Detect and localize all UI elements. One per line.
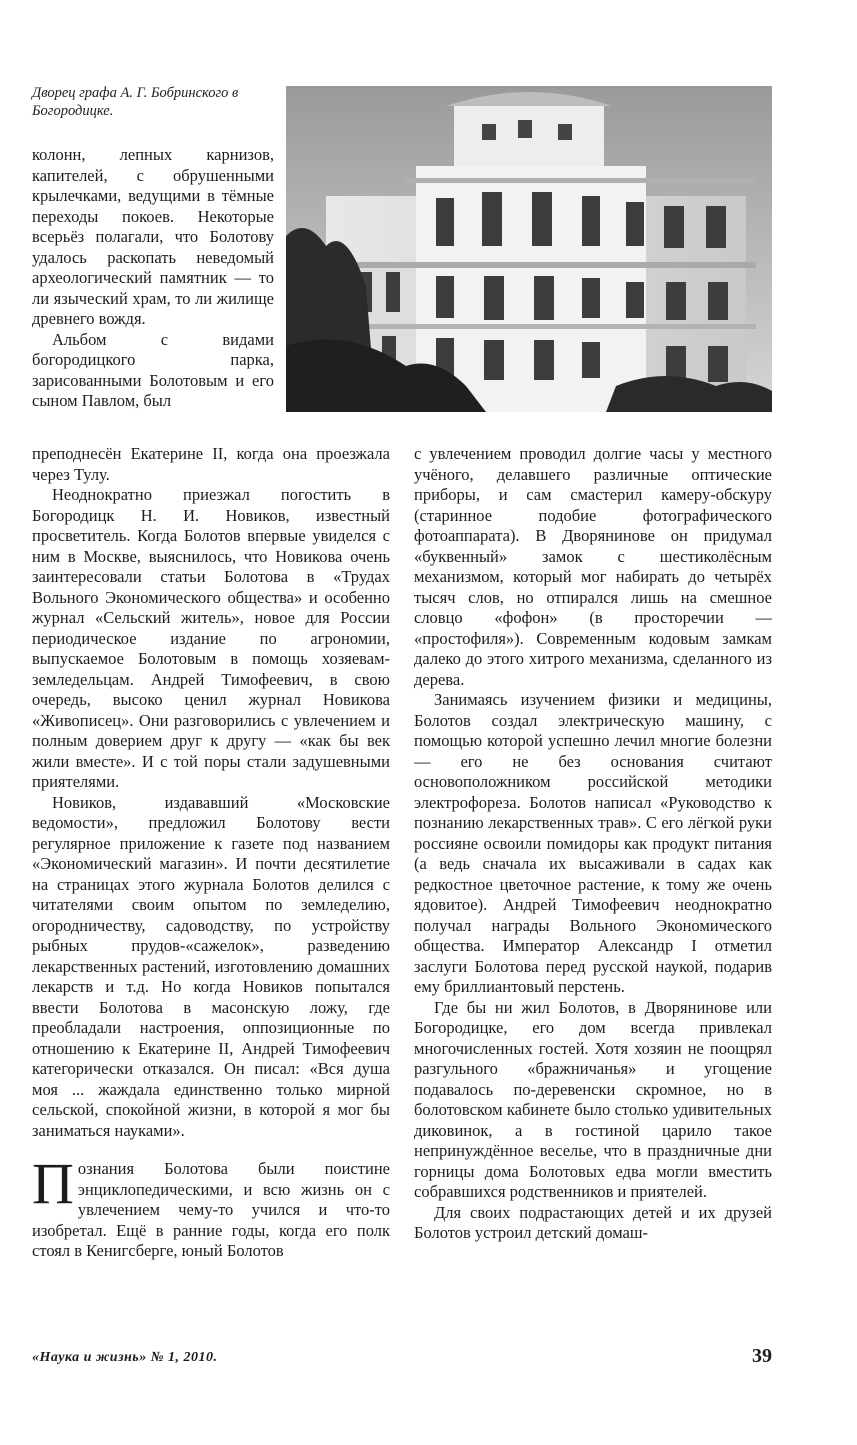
paragraph: преподнесён Екатерине II, когда она проезжала через Тулу. [32, 444, 390, 484]
journal-footer: «Наука и жизнь» № 1, 2010. [32, 1350, 218, 1365]
photo-caption: Дворец графа А. Г. Бобринского в Богородицке. [32, 85, 239, 119]
paragraph-text: ознания Болотова были поистине энциклопедическими, и всю жизнь он с увлечением чему-то учился и что-то изобретал. Ещё в ранние годы, когда его полк стоял в Кенигсберге, юный Болотов [32, 1159, 390, 1260]
paragraph: колонн, лепных карнизов, капителей, с обрушенными крылечками, ведущими в тёмные переходы покоев. Некоторые всерьёз полагали, что Болотову удалось раскопать неведомый археологический памятник — то ли языческий храм, то ли жилище древнего вождя. [32, 145, 274, 328]
paragraph: Неоднократно приезжал погостить в Богородицк Н. И. Новиков, известный просветитель. Когда Болотов впервые увиделся с ним в Москве, выяснилось, что Новикова очень заинтересовали статьи Болотова в «Трудах Вольного Экономического общества» и особенно журнал «Сельский житель», новое для России периодическое издание по агрономии, выпускаемое Болотовым в помощь хозяевам-земледельцам. Андрей Тимофеевич, в свою очередь, высоко ценил журнал Новикова «Живописец». Они разговорились с увлечением и полным доверием друг к другу — «как бы век жили вместе». И с той поры стали задушевными приятелями. [32, 485, 390, 791]
section-paragraph [32, 1151, 390, 1262]
paragraph: Для своих подрастающих детей и их друзей Болотов устроил детский домаш- [414, 1202, 772, 1242]
palace-photo [286, 86, 772, 412]
column-2 [414, 444, 772, 1244]
paragraph: Новиков, издававший «Московские ведомости», предложил Болотову вести регулярное приложение к газете под названием «Экономический магазин». И почти десятилетие на страницах этого журнала Болотов делился с читателями своим опытом по земледелию, огородничеству, садоводству, по устройству рыбных прудов-«сажелок», разведению лекарственных растений, изготовлению домашних лекарств и т.д. Но когда Новиков попытался ввести Болотова в масонскую ложу, где преобладали настроения, оппозиционные по отношению к Екатерине II, Андрей Тимофеевич категорически отказался. Он писал: «Вся душа моя ... жаждала единственно только мирной сельской, спокойной жизни, в которой я мог бы заниматься науками». [32, 792, 390, 1140]
drop-cap: П [32, 1151, 74, 1216]
page-number: 39 [752, 1345, 772, 1367]
paragraph: Занимаясь изучением физики и медицины, Болотов создал электрическую машину, с помощью которой успешно лечил многие болезни — его не без основания считают основоположником российской методики электрофореза. Болотов написал «Руководство к познанию лекарственных трав». С его лёгкой руки россияне освоили помидоры как продукт питания (а ведь сначала их высаживали в садах как редкостное цветочное растение, к тому же очень ядовитое). Андрей Тимофеевич неоднократно получал награды Вольного Экономического общества. Император Александр I отметил заслуги Болотова перед русской наукой, подарив ему бриллиантовый перстень. [414, 690, 772, 996]
column-1-top [32, 145, 274, 412]
paragraph: с увлечением проводил долгие часы у местного учёного, делавшего различные оптические приборы, и сам смастерил камеру-обскуру (старинное подобие фотографического фотоаппарата). В Дворянинове он придумал «буквенный» замок с шестиколёсным механизмом, который мог набирать до четырёх тысяч слов, но отпирался лишь на смешное словцо «фофон» (в просторечии — «простофиля»). Современным кодовым замкам далеко до этого хитрого механизма, сделанного из дерева. [414, 444, 772, 689]
palace-image-icon [286, 86, 772, 412]
paragraph: Альбом с видами богородицкого парка, зарисованными Болотовым и его сыном Павлом, был [32, 329, 274, 410]
column-1 [32, 444, 390, 1262]
paragraph: Где бы ни жил Болотов, в Дворянинове или Богородицке, его дом всегда привлекал многочисленных гостей. Хотя хозяин не поощрял разгульного «бражничанья» и угощение подавалось по-деревенски скромное, но в болотовском кабинете было столько удивительных диковинок, а в гостиной царило такое непринуждённое веселье, что в праздничные дни горницы дома Болотовых едва могли вместить собравшихся родственников и приятелей. [414, 997, 772, 1201]
